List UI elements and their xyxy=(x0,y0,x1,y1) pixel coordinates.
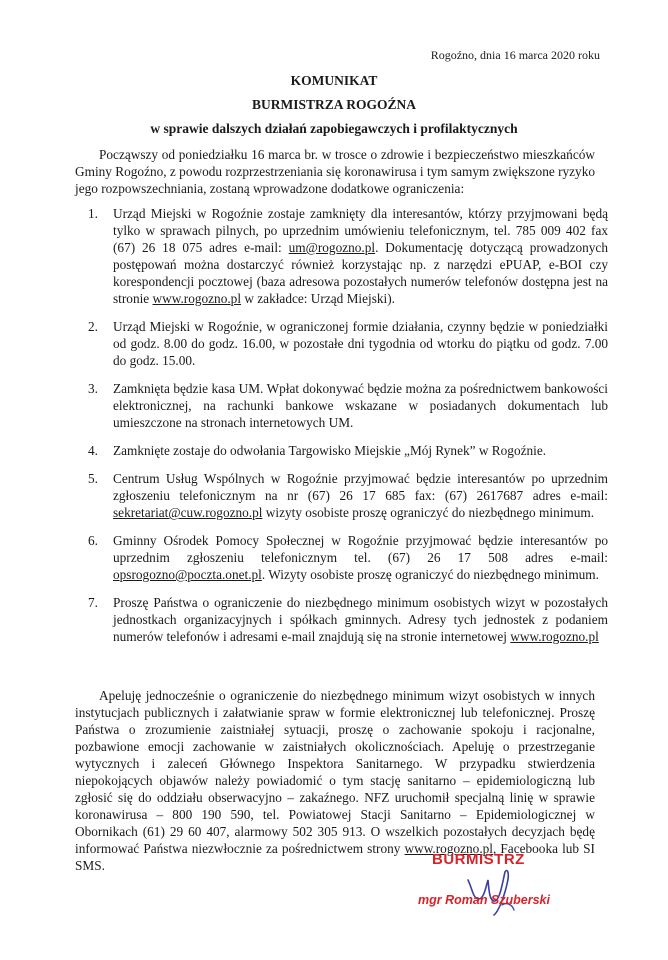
list-item-number: 5. xyxy=(88,471,98,486)
list-item-text: wizyty osobiste proszę ograniczyć do niezbędnego minimum. xyxy=(262,505,595,520)
list-item-text: Centrum Usług Wspólnych w Rogoźnie przyjmować będzie interesantów po uprzednim zgłoszeniu telefonicznym na nr (67) 26 17 685 fax: (67) 2617687 adres e-mail: xyxy=(113,471,608,503)
list-item-text: Zamknięte zostaje do odwołania Targowisko Miejskie „Mój Rynek” w Rogoźnie. xyxy=(113,443,547,458)
list-item-text: Urząd Miejski w Rogoźnie, w ograniczonej formie działania, czynny będzie w poniedziałki od godz. 8.00 do godz. 16.00, w pozostałe dni tygodnia od wtorku do piątku od godz. 7.00 do godz. 15.00. xyxy=(113,319,608,368)
website-link[interactable]: www.rogozno.pl xyxy=(404,841,493,856)
document-subject: w sprawie dalszych działań zapobiegawczych i profilaktycznych xyxy=(150,121,518,136)
list-item-number: 4. xyxy=(88,443,98,458)
email-link[interactable]: sekretariat@cuw.rogozno.pl xyxy=(113,505,263,520)
list-item xyxy=(88,442,608,459)
restrictions-list xyxy=(88,205,608,656)
list-item-text: . Wizyty osobiste proszę ograniczyć do niezbędnego minimum. xyxy=(261,567,599,582)
date-line: Rogoźno, dnia 16 marca 2020 roku xyxy=(430,48,600,62)
list-item-number: 6. xyxy=(88,533,98,548)
website-link[interactable]: www.rogozno.pl xyxy=(152,291,242,306)
email-link[interactable]: opsrogozno@poczta.onet.pl xyxy=(113,567,262,582)
list-item xyxy=(88,205,608,307)
issuer-title: BURMISTRZA ROGOŹNA xyxy=(252,97,416,112)
website-link[interactable]: www.rogozno.pl xyxy=(510,629,599,644)
list-item xyxy=(88,470,608,521)
handwritten-signature-icon xyxy=(458,858,536,916)
document-title: KOMUNIKAT xyxy=(290,73,378,88)
list-item-number: 1. xyxy=(88,206,98,221)
intro-paragraph: Począwszy od poniedziałku 16 marca br. w trosce o zdrowie i bezpieczeństwo mieszkańców Gminy Rogoźno, z powodu rozprzestrzeniania się koronawirusa i tym samym zwiększone ryzyko jego rozpowszechniania, zostaną wprowadzone dodatkowe ograniczenia: xyxy=(75,147,595,196)
list-item xyxy=(88,380,608,431)
list-item-text: Gminny Ośrodek Pomocy Społecznej w Rogoźnie przyjmować będzie interesantów po uprzednim zgłoszeniu telefonicznym tel. (67) 26 17 508 adres e-mail: xyxy=(113,533,608,565)
list-item-text: Zamknięta będzie kasa UM. Wpłat dokonywać będzie można za pośrednictwem bankowości elektronicznej, na rachunki bankowe wskazane w posiadanych dokumentach lub umieszczone na stronach internetowych UM. xyxy=(113,381,608,430)
signature-stamp-title: BURMISTRZ xyxy=(432,851,525,868)
list-item-text: w zakładce: Urząd Miejski). xyxy=(241,291,395,306)
signatory-name: mgr Roman Szuberski xyxy=(418,893,550,907)
list-item-text: . Dokumentację dotyczącą prowadzonych postępowań można dostarczyć również korzystając np. z narzędzi ePUAP, e-BOI czy korespondencji pocztowej (baza adresowa pozostałych numerów telefonów dostępna jest na stronie xyxy=(113,240,608,306)
closing-text: , Facebooka lub SI SMS. xyxy=(75,841,595,873)
closing-text: Apeluję jednocześnie o ograniczenie do niezbędnego minimum wizyt osobistych w innych instytucjach publicznych i załatwianie spraw w formie elektronicznej lub telefonicznej. Proszę Państwa o zrozumienie zaistniałej sytuacji, proszę o zachowanie spokoju i racjonalne, pozbawione emocji zachowanie w zaistniałych okolicznościach. Apeluję o przestrzeganie wytycznych i zaleceń Głównego Inspektora Sanitarnego. W przypadku stwierdzenia niepokojących objawów należy powiadomić o tym stację sanitarno – epidemiologiczną lub zgłosić się do oddziału obserwacyjno – zakaźnego. NFZ uruchomił specjalną linię w sprawie koronawirusa – 800 190 590, tel. Powiatowej Stacji Sanitarno – Epidemiologicznej w Obornikach (61) 29 60 407, alarmowy 502 305 913. O wszelkich pozostałych decyzjach będę informować Państwa niezwłocznie za pośrednictwem strony xyxy=(75,688,595,856)
list-item xyxy=(88,318,608,369)
list-item-number: 2. xyxy=(88,319,98,334)
list-item-text: Urząd Miejski w Rogoźnie zostaje zamknięty dla interesantów, którzy przyjmowani będą tylko w sprawach pilnych, po uprzednim umówieniu telefonicznym, tel. 785 009 402 fax (67) 26 18 075 adres e-mail: xyxy=(113,206,608,255)
list-item-number: 3. xyxy=(88,381,98,396)
list-item xyxy=(88,594,608,645)
list-item-number: 7. xyxy=(88,595,98,610)
list-item-text: Proszę Państwa o ograniczenie do niezbędnego minimum osobistych wizyt w pozostałych jednostkach organizacyjnych i spółkach gminnych. Adresy tych jednostek z podaniem numerów telefonów i adresami e-mail znajdują się na stronie internetowej xyxy=(113,595,608,644)
list-item xyxy=(88,532,608,583)
closing-paragraph xyxy=(75,687,595,874)
email-link[interactable]: um@rogozno.pl xyxy=(288,240,376,255)
